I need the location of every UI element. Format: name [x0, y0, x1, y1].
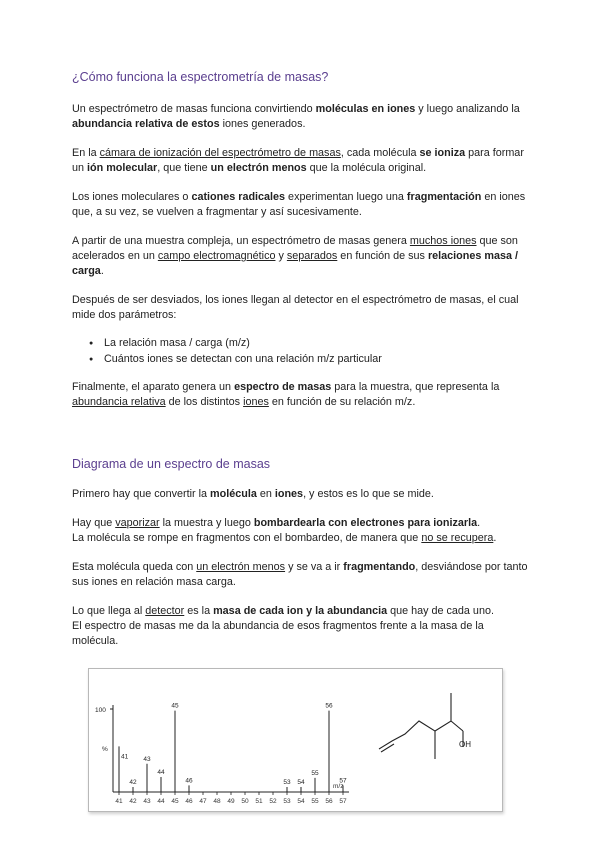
x-tick-label: 52: [269, 798, 277, 805]
y-axis-label: %: [102, 746, 108, 753]
hydroxyl-label: OH: [459, 740, 471, 749]
molecule-alcohol-chain: [435, 721, 463, 731]
paragraph-separation: A partir de una muestra compleja, un espectrómetro de masas genera muchos iones que son acelerados en un campo electromagnético y separados en función de sus relaciones masa / carga.: [72, 235, 518, 277]
peak-label-55: 55: [311, 769, 319, 777]
mass-spectrum-chart: [89, 669, 502, 811]
paragraph-detector: Después de ser desviados, los iones llegan al detector en el espectrómetro de masas, el cual mide dos parámetros:: [72, 294, 519, 321]
x-tick-label: 57: [339, 798, 347, 805]
peak-label-45: 45: [171, 702, 179, 710]
x-tick-label: 42: [129, 798, 137, 805]
peak-label-44: 44: [157, 769, 165, 777]
peak-label-41: 41: [121, 753, 129, 761]
x-tick-label: 53: [283, 798, 291, 805]
parameter-list: [72, 336, 382, 367]
list-item: ● Cuántos iones se detectan con una relación m/z particular: [72, 352, 382, 368]
molecule-double-bond: [381, 744, 394, 752]
mass-spectrum-figure: [88, 668, 503, 812]
section-title-diagram: Diagrama de un espectro de masas: [72, 457, 271, 471]
molecule-structure: [379, 693, 471, 759]
section-title-how-it-works: ¿Cómo funciona la espectrometría de masas?: [72, 70, 329, 84]
x-tick-label: 54: [297, 798, 305, 805]
x-axis-label: m/z: [333, 783, 344, 790]
x-tick-label: 49: [227, 798, 235, 805]
x-tick-label: 47: [199, 798, 207, 805]
peak-label-42: 42: [129, 779, 137, 787]
list-item: ● La relación masa / carga (m/z): [72, 336, 382, 352]
peak-label-43: 43: [143, 755, 151, 763]
x-tick-label: 45: [171, 798, 179, 805]
paragraph-ionization: En la cámara de ionización del espectrómetro de masas, cada molécula se ioniza para formar un ión molecular, que tiene un electrón menos que la molécula original.: [72, 147, 524, 174]
paragraph-convert: Primero hay que convertir la molécula en iones, y estos es lo que se mide.: [72, 488, 434, 500]
peak-label-46: 46: [185, 777, 193, 785]
x-tick-label: 56: [325, 798, 333, 805]
x-tick-label: 50: [241, 798, 249, 805]
x-tick-label: 48: [213, 798, 221, 805]
x-tick-label: 44: [157, 798, 165, 805]
x-tick-label: 43: [143, 798, 151, 805]
x-tick-label: 51: [255, 798, 263, 805]
x-tick-label: 41: [115, 798, 123, 805]
paragraph-intro: Un espectrómetro de masas funciona convirtiendo moléculas en iones y luego analizando la abundancia relativa de estos iones generados.: [72, 103, 520, 130]
paragraph-electron: Esta molécula queda con un electrón menos y se va a ir fragmentando, desviándose por tanto sus iones en relación masa carga.: [72, 561, 528, 588]
paragraph-abundance: Lo que llega al detector es la masa de cada ion y la abundancia que hay de cada uno. El espectro de masas me da la abundancia de esos fragmentos frente a la masa de la molécula.: [72, 605, 494, 647]
peak-label-54: 54: [297, 779, 305, 787]
paragraph-spectrum-output: Finalmente, el aparato genera un espectro de masas para la muestra, que representa la abundancia relativa de los distintos iones en función de su relación m/z.: [72, 381, 500, 408]
peak-label-56: 56: [325, 702, 333, 710]
x-tick-label: 46: [185, 798, 193, 805]
paragraph-fragmentation: Los iones moleculares o cationes radicales experimentan luego una fragmentación en iones que, a su vez, se vuelven a fragmentar y así sucesivamente.: [72, 191, 526, 218]
paragraph-vaporize: Hay que vaporizar la muestra y luego bombardearla con electrones para ionizarla. La molécula se rompe en fragmentos con el bombardeo, de manera que no se recupera.: [72, 517, 497, 544]
peak-label-53: 53: [283, 779, 291, 787]
x-tick-label: 55: [311, 798, 319, 805]
peak-label-57: 57: [339, 777, 347, 785]
molecule-skeleton: [379, 721, 435, 759]
y-tick-label: 100: [95, 707, 106, 714]
